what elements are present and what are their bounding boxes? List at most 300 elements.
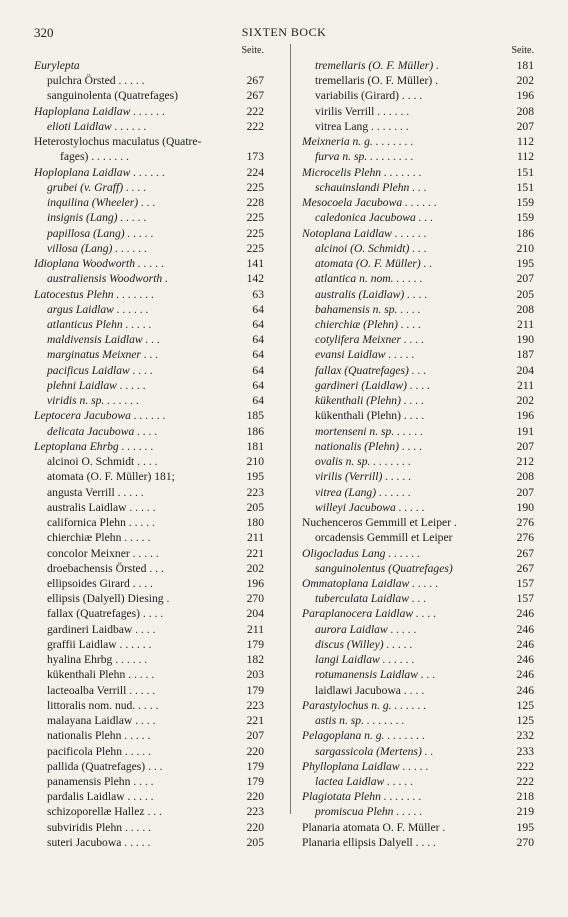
index-entry: [34, 424, 264, 439]
entry-page-number: 151: [516, 165, 534, 179]
entry-page-number: 207: [246, 729, 264, 743]
entry-name: ellipsoides Girard . . . .: [47, 576, 153, 590]
entry-name: Planaria ellipsis Dalyell . . . .: [302, 835, 436, 849]
entry-page-number: 179: [246, 683, 264, 697]
index-entry: [302, 820, 534, 835]
entry-name: laidlawi Jacubowa . . . .: [315, 683, 425, 697]
entry-page-number: 225: [246, 226, 264, 240]
page-number: 320: [34, 25, 54, 40]
entry-page-number: 222: [516, 759, 534, 773]
entry-name: lacteoalba Verrill . . . . .: [47, 683, 156, 697]
entry-page-number: 224: [246, 165, 264, 179]
index-entry: [34, 622, 264, 637]
entry-page-number: 208: [516, 470, 534, 484]
index-entry: [34, 744, 264, 759]
index-entry: [302, 683, 534, 698]
entry-page-number: 186: [516, 226, 534, 240]
index-entry: [34, 363, 264, 378]
entry-page-number: 112: [517, 135, 534, 149]
index-entry: [302, 667, 534, 682]
entry-name: ovalis n. sp. . . . . . . .: [315, 455, 411, 469]
entry-page-number: 220: [246, 790, 264, 804]
entry-name: gardineri (Laidlaw) . . . .: [315, 378, 431, 392]
index-entry: [302, 302, 534, 317]
entry-page-number: 270: [246, 592, 264, 606]
entry-name: atomata (O. F. Müller) 181;: [47, 470, 175, 484]
index-entry: [34, 667, 264, 682]
index-entry: [34, 530, 264, 545]
index-entry: [34, 408, 264, 423]
index-entry: [34, 454, 264, 469]
entry-name: schauinslandi Plehn . . .: [315, 180, 427, 194]
entry-page-number: 112: [517, 150, 534, 164]
entry-page-number: 207: [516, 272, 534, 286]
entry-name: tremellaris (O. F. Müller) .: [315, 59, 439, 72]
entry-page-number: 205: [246, 500, 264, 514]
entry-page-number: 207: [516, 485, 534, 499]
index-entry: [34, 835, 264, 850]
entry-page-number: 202: [246, 561, 264, 575]
entry-name: villosa (Lang) . . . . . .: [47, 241, 148, 255]
entry-page-number: 232: [516, 729, 534, 743]
entry-page-number: 64: [252, 378, 264, 392]
entry-page-number: 187: [516, 348, 534, 362]
entry-page-number: 246: [516, 683, 534, 697]
index-entry: [302, 637, 534, 652]
entry-name: discus (Willey) . . . . .: [315, 637, 413, 651]
entry-page-number: 64: [252, 317, 264, 331]
entry-name: littoralis nom. nud. . . . .: [47, 698, 159, 712]
entry-page-number: 276: [516, 531, 534, 545]
index-entry: [34, 652, 264, 667]
entry-page-number: 246: [516, 668, 534, 682]
index-entry: [34, 73, 264, 88]
index-entry: [34, 469, 264, 484]
index-entry: [302, 347, 534, 362]
entry-page-number: 222: [246, 104, 264, 118]
entry-page-number: 180: [246, 516, 264, 530]
entry-page-number: 228: [246, 196, 264, 210]
entry-page-number: 246: [516, 607, 534, 621]
entry-page-number: 181: [246, 439, 264, 453]
entry-name: Paraplanocera Laidlaw . . . .: [302, 607, 437, 621]
entry-page-number: 221: [246, 714, 264, 728]
entry-name: lactea Laidlaw . . . . .: [315, 775, 414, 789]
entry-name: marginatus Meixner . . .: [47, 348, 159, 362]
entry-name: droebachensis Örsted . . .: [47, 561, 164, 575]
entry-name: alcinoi (O. Schmidt) . . .: [315, 241, 427, 255]
index-entry: [34, 210, 264, 225]
entry-page-number: 64: [252, 333, 264, 347]
running-title: SIXTEN BOCK: [241, 25, 327, 39]
entry-name: virilis Verrill . . . . . .: [315, 104, 410, 118]
entry-name: evansi Laidlaw . . . . .: [315, 348, 415, 362]
entry-page-number: 211: [247, 622, 264, 636]
entry-page-number: 181: [516, 59, 534, 72]
entry-page-number: 211: [517, 378, 534, 392]
index-entry: [302, 759, 534, 774]
index-entry: [34, 576, 264, 591]
entry-name: Planaria atomata O. F. Müller .: [302, 820, 446, 834]
entry-name: Nuchenceros Gemmill et Leiper .: [302, 516, 457, 530]
index-entry: [302, 804, 534, 819]
entry-name: nationalis Plehn . . . . .: [47, 729, 151, 743]
entry-page-number: 219: [516, 805, 534, 819]
entry-name: Heterostylochus maculatus (Quatre-: [34, 135, 202, 149]
entry-name: Plagiotata Plehn . . . . . . .: [302, 790, 422, 804]
index-entry: [302, 149, 534, 164]
entry-name: delicata Jacubowa . . . .: [47, 424, 158, 438]
index-entry: [34, 759, 264, 774]
entry-name: rotumanensis Laidlaw . . .: [315, 668, 436, 682]
entry-page-number: 233: [516, 744, 534, 758]
entry-name: Ommatoplana Laidlaw . . . . .: [302, 576, 439, 590]
entry-name: fallax (Quatrefages) . . . .: [47, 607, 164, 621]
entry-name: argus Laidlaw . . . . . .: [47, 302, 149, 316]
index-entry: [302, 363, 534, 378]
index-entry: [34, 713, 264, 728]
index-entry: [34, 439, 264, 454]
entry-name: grubei (v. Graff) . . . .: [47, 180, 147, 194]
index-entry: [302, 469, 534, 484]
index-column-right: [302, 44, 534, 850]
index-entry: [302, 88, 534, 103]
entry-name: kükenthali (Plehn) . . . .: [315, 394, 425, 408]
entry-name: Haploplana Laidlaw . . . . . .: [34, 104, 166, 118]
entry-name: plehni Laidlaw . . . . .: [47, 378, 146, 392]
entry-page-number: 208: [516, 104, 534, 118]
entry-page-number: 202: [516, 74, 534, 88]
entry-name: Phylloplana Laidlaw . . . . .: [302, 759, 429, 773]
index-entry: [302, 195, 534, 210]
entry-page-number: 225: [246, 241, 264, 255]
index-entry: [34, 728, 264, 743]
entry-name: Leptocera Jacubowa . . . . . .: [34, 409, 166, 423]
entry-page-number: 179: [246, 759, 264, 773]
entry-name: tuberculata Laidlaw . . .: [315, 592, 427, 606]
entry-page-number: 203: [246, 668, 264, 682]
index-entry: [302, 698, 534, 713]
entry-page-number: 221: [246, 546, 264, 560]
entry-name: ellipsis (Dalyell) Diesing .: [47, 592, 170, 606]
entry-page-number: 220: [246, 820, 264, 834]
index-entry: [302, 500, 534, 515]
entry-page-number: 208: [516, 302, 534, 316]
entry-name: caledonica Jacubowa . . .: [315, 211, 434, 225]
entry-page-number: 207: [516, 439, 534, 453]
index-entry: [302, 561, 534, 576]
index-entry: [302, 622, 534, 637]
entry-name: langi Laidlaw . . . . . .: [315, 653, 415, 667]
entry-page-number: 267: [246, 89, 264, 103]
entry-name: hyalina Ehrbg . . . . . .: [47, 653, 148, 667]
entry-name: promiscua Plehn . . . . .: [315, 805, 423, 819]
entry-page-number: 225: [246, 211, 264, 225]
index-entry: [34, 393, 264, 408]
index-entry: [34, 637, 264, 652]
entry-name: furva n. sp. . . . . . . . .: [315, 150, 414, 164]
entry-page-number: 173: [246, 150, 264, 164]
index-entry: [302, 271, 534, 286]
index-entry: [302, 119, 534, 134]
left-entries: [34, 58, 264, 850]
index-entry: [34, 241, 264, 256]
entry-name: angusta Verrill . . . . .: [47, 485, 144, 499]
entry-page-number: 267: [516, 561, 534, 575]
entry-page-number: 196: [516, 89, 534, 103]
index-entry: [34, 606, 264, 621]
entry-name: variabilis (Girard) . . . .: [315, 89, 423, 103]
entry-page-number: 220: [246, 744, 264, 758]
index-entry: [302, 287, 534, 302]
index-entry: [34, 271, 264, 286]
seite-label: Seite.: [511, 45, 534, 56]
entry-name: gardineri Laidbaw . . . .: [47, 622, 156, 636]
seite-label: Seite.: [241, 45, 264, 56]
index-entry: [302, 58, 534, 73]
entry-page-number: 267: [246, 74, 264, 88]
entry-name: willeyi Jacubowa . . . . .: [315, 500, 425, 514]
entry-name: graffii Laidlaw . . . . . .: [47, 637, 152, 651]
entry-name: insignis (Lang) . . . . .: [47, 211, 147, 225]
entry-page-number: 246: [516, 653, 534, 667]
entry-name: pacificola Plehn . . . . .: [47, 744, 151, 758]
entry-page-number: 190: [516, 500, 534, 514]
entry-name: atlanticus Plehn . . . . .: [47, 317, 152, 331]
entry-name: viridis n. sp. . . . . . .: [47, 394, 140, 408]
entry-page-number: 225: [246, 180, 264, 194]
index-entry: [34, 256, 264, 271]
index-entry: [302, 332, 534, 347]
index-entry: [302, 546, 534, 561]
entry-page-number: 185: [246, 409, 264, 423]
entry-page-number: 141: [246, 257, 264, 271]
entry-page-number: 179: [246, 775, 264, 789]
entry-page-number: 182: [246, 653, 264, 667]
entry-name: kükenthali Plehn . . . . .: [47, 668, 155, 682]
index-entry: [34, 347, 264, 362]
entry-page-number: 159: [516, 211, 534, 225]
entry-page-number: 157: [516, 592, 534, 606]
index-entry: [34, 180, 264, 195]
entry-name: pulchra Örsted . . . . .: [47, 74, 145, 88]
index-entry: [34, 515, 264, 530]
index-entry: [302, 713, 534, 728]
entry-name: Microcelis Plehn . . . . . . .: [302, 165, 422, 179]
index-entry: [34, 317, 264, 332]
index-entry: [34, 820, 264, 835]
index-entry: [302, 210, 534, 225]
entry-page-number: 222: [246, 119, 264, 133]
entry-page-number: 64: [252, 363, 264, 377]
entry-name: Leptoplana Ehrbg . . . . . .: [34, 439, 154, 453]
entry-name: australis (Laidlaw) . . . .: [315, 287, 428, 301]
entry-name: mortenseni n. sp. . . . . .: [315, 424, 424, 438]
entry-page-number: 142: [246, 272, 264, 286]
index-entry: [34, 378, 264, 393]
index-entry: [302, 241, 534, 256]
index-entry: [34, 287, 264, 302]
index-entry: [34, 698, 264, 713]
entry-name: vitrea (Lang) . . . . . .: [315, 485, 411, 499]
index-entry: [34, 134, 264, 149]
entry-name: Latocestus Plehn . . . . . . .: [34, 287, 155, 301]
entry-page-number: 204: [246, 607, 264, 621]
entry-name: sanguinolentus (Quatrefages): [315, 561, 453, 575]
index-entry: [302, 515, 534, 530]
index-entry: [302, 439, 534, 454]
entry-page-number: 191: [516, 424, 534, 438]
entry-name: nationalis (Plehn) . . . .: [315, 439, 423, 453]
index-entry: [302, 424, 534, 439]
entry-name: australiensis Woodworth .: [47, 272, 169, 286]
index-entry: [302, 606, 534, 621]
index-entry: [34, 804, 264, 819]
entry-page-number: 212: [516, 455, 534, 469]
right-entries: [302, 58, 534, 850]
index-entry: [34, 591, 264, 606]
entry-name: fages) . . . . . . .: [60, 150, 129, 164]
entry-name: panamensis Plehn . . . .: [47, 775, 154, 789]
index-entry: [302, 744, 534, 759]
index-entry: [302, 530, 534, 545]
entry-page-number: 211: [247, 531, 264, 545]
index-entry: [302, 789, 534, 804]
entry-name: Mesocoela Jacubowa . . . . . .: [302, 196, 437, 210]
index-entry: [34, 561, 264, 576]
entry-name: atlantica n. nom. . . . . .: [315, 272, 423, 286]
index-entry: [302, 454, 534, 469]
entry-page-number: 223: [246, 805, 264, 819]
entry-page-number: 205: [516, 287, 534, 301]
entry-name: atomata (O. F. Müller) . .: [315, 257, 433, 271]
entry-page-number: 210: [246, 455, 264, 469]
index-entry: [302, 591, 534, 606]
entry-name: pallida (Quatrefages) . . .: [47, 759, 163, 773]
entry-name: Hoploplana Laidlaw . . . . . .: [34, 165, 166, 179]
index-entry: [34, 226, 264, 241]
index-entry: [34, 195, 264, 210]
entry-page-number: 276: [516, 516, 534, 530]
index-entry: [34, 88, 264, 103]
entry-page-number: 179: [246, 637, 264, 651]
entry-name: kükenthali (Plehn) . . . .: [315, 409, 425, 423]
entry-page-number: 159: [516, 196, 534, 210]
index-entry: [34, 485, 264, 500]
entry-name: sanguinolenta (Quatrefages): [47, 89, 179, 103]
column-divider: [290, 44, 291, 814]
index-entry: [302, 408, 534, 423]
entry-page-number: 186: [246, 424, 264, 438]
entry-page-number: 207: [516, 119, 534, 133]
index-entry: [34, 149, 264, 164]
entry-page-number: 63: [252, 287, 264, 301]
entry-page-number: 246: [516, 637, 534, 651]
entry-page-number: 267: [516, 546, 534, 560]
entry-page-number: 125: [516, 714, 534, 728]
entry-page-number: 195: [246, 470, 264, 484]
index-entry: [302, 835, 534, 850]
entry-page-number: 211: [517, 317, 534, 331]
index-entry: [34, 119, 264, 134]
index-entry: [34, 58, 264, 73]
entry-page-number: 210: [516, 241, 534, 255]
index-entry: [302, 165, 534, 180]
index-entry: [302, 317, 534, 332]
entry-name: concolor Meixner . . . . .: [47, 546, 159, 560]
entry-page-number: 223: [246, 485, 264, 499]
entry-name: Notoplana Laidlaw . . . . . .: [302, 226, 427, 240]
index-entry: [34, 546, 264, 561]
entry-name: subviridis Plehn . . . . .: [47, 820, 152, 834]
index-entry: [34, 302, 264, 317]
entry-name: papillosa (Lang) . . . . .: [47, 226, 154, 240]
entry-name: Idioplana Woodworth . . . . .: [34, 257, 165, 271]
entry-page-number: 270: [516, 835, 534, 849]
index-entry: [34, 500, 264, 515]
entry-page-number: 223: [246, 698, 264, 712]
entry-name: pardalis Laidlaw . . . . .: [47, 790, 154, 804]
entry-page-number: 190: [516, 333, 534, 347]
entry-name: vitrea Lang . . . . . . .: [315, 119, 409, 133]
index-entry: [302, 256, 534, 271]
entry-page-number: 204: [516, 363, 534, 377]
index-entry: [302, 73, 534, 88]
entry-name: tremellaris (O. F. Müller) .: [315, 74, 439, 88]
entry-name: malayana Laidlaw . . . .: [47, 714, 156, 728]
entry-page-number: 196: [246, 576, 264, 590]
entry-name: aurora Laidlaw . . . . .: [315, 622, 417, 636]
entry-name: suteri Jacubowa . . . . .: [47, 835, 151, 849]
entry-page-number: 151: [516, 180, 534, 194]
entry-name: chierchiæ (Plehn) . . . .: [315, 317, 422, 331]
index-entry: [302, 393, 534, 408]
entry-page-number: 196: [516, 409, 534, 423]
entry-page-number: 246: [516, 622, 534, 636]
index-entry: [34, 683, 264, 698]
index-entry: [34, 332, 264, 347]
index-entry: [302, 652, 534, 667]
entry-name: californica Plehn . . . . .: [47, 516, 155, 530]
entry-name: Parastylochus n. g. . . . . . .: [302, 698, 427, 712]
entry-page-number: 125: [516, 698, 534, 712]
entry-name: schizoporellæ Hallez . . .: [47, 805, 162, 819]
entry-name: pacificus Laidlaw . . . .: [47, 363, 153, 377]
entry-page-number: 64: [252, 394, 264, 408]
entry-name: Meixneria n. g. . . . . . . .: [302, 135, 414, 149]
index-entry: [302, 774, 534, 789]
index-entry: [302, 180, 534, 195]
entry-name: Euryleptа: [34, 59, 80, 72]
index-entry: [302, 485, 534, 500]
entry-name: virilis (Verrill) . . . . .: [315, 470, 412, 484]
entry-name: chierchiæ Plehn . . . . .: [47, 531, 151, 545]
entry-name: orcadensis Gemmill et Leiper: [315, 531, 453, 545]
index-entry: [302, 226, 534, 241]
entry-name: elioti Laidlaw . . . . . .: [47, 119, 147, 133]
index-entry: [302, 576, 534, 591]
entry-name: fallax (Quatrefages) . . .: [315, 363, 427, 377]
entry-page-number: 64: [252, 302, 264, 316]
index-entry: [34, 104, 264, 119]
entry-name: sargassicola (Mertens) . .: [315, 744, 434, 758]
entry-page-number: 195: [516, 820, 534, 834]
entry-name: cotylifera Meixner . . . .: [315, 333, 425, 347]
index-entry: [302, 104, 534, 119]
entry-name: astis n. sp. . . . . . . .: [315, 714, 405, 728]
index-entry: [302, 134, 534, 149]
entry-page-number: 222: [516, 775, 534, 789]
